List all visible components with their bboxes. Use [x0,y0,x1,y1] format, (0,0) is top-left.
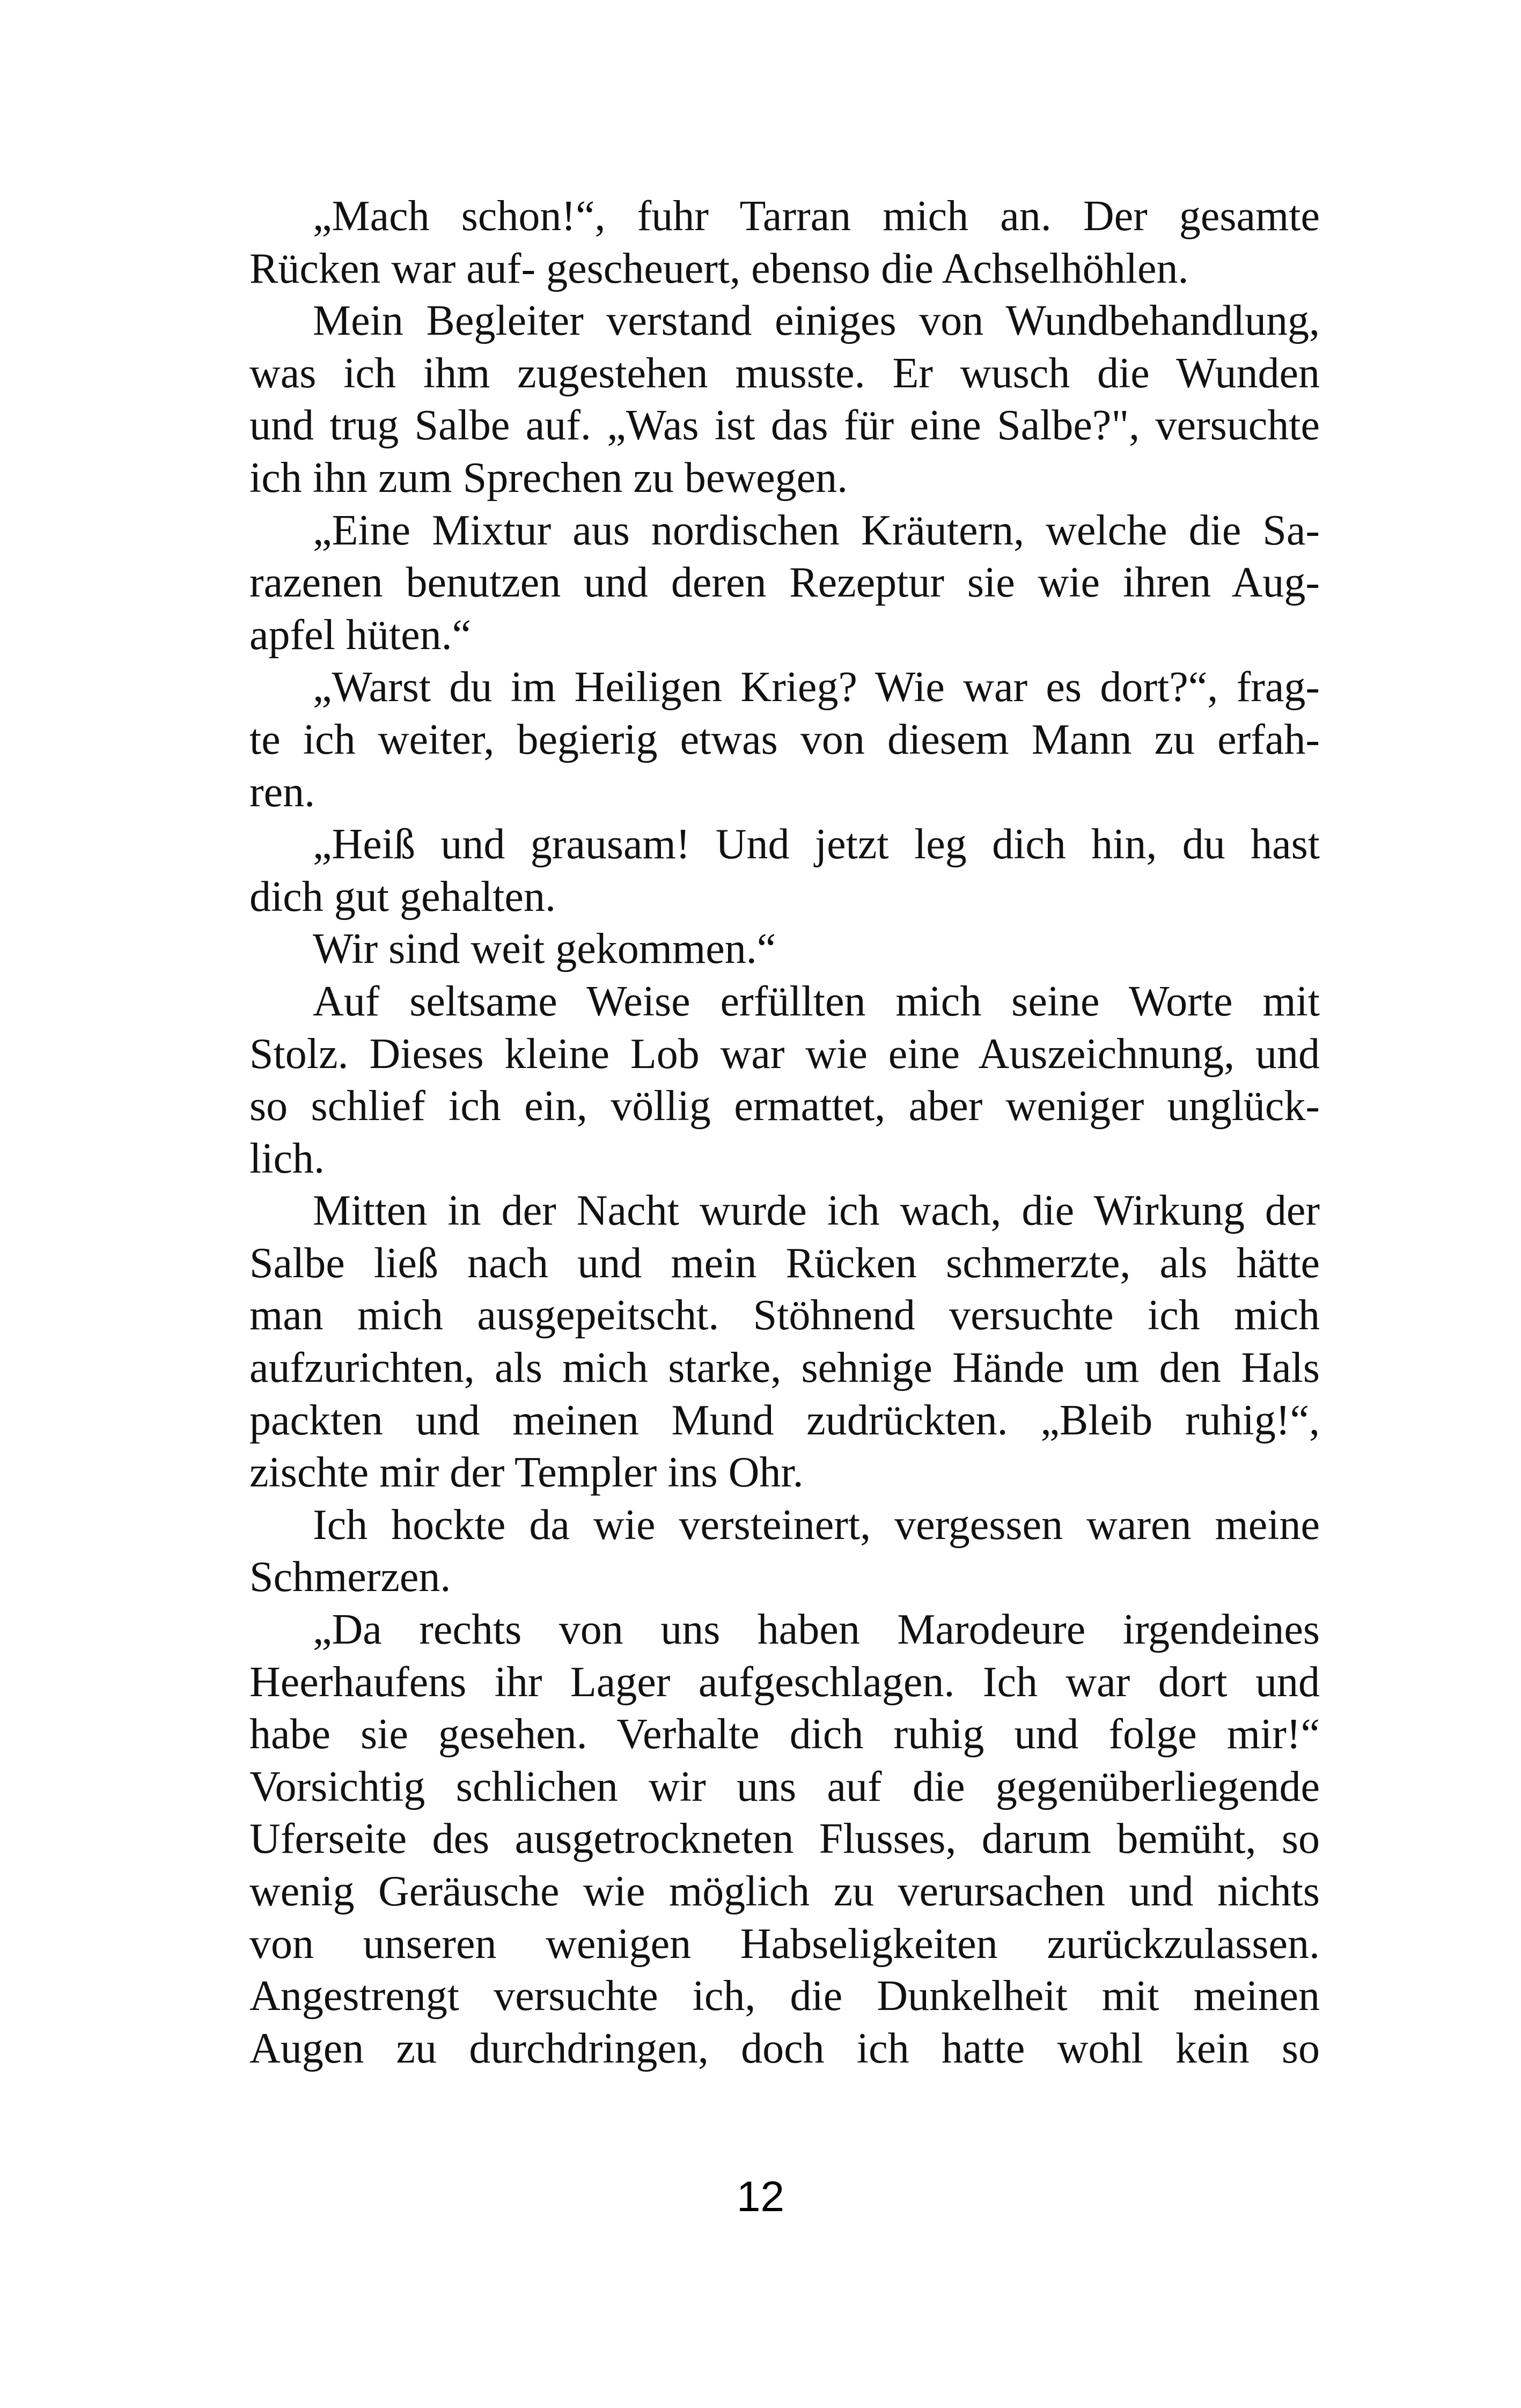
text-line: Heerhaufens ihr Lager aufgeschlagen. Ich war dort und [249,1658,1320,1706]
text-line: „Eine Mixtur aus nordischen Kräutern, welche die Sa- [313,506,1320,554]
text-line: Stolz. Dieses kleine Lob war wie eine Auszeichnung, und [249,1030,1320,1078]
text-line: man mich ausgepeitscht. Stöhnend versuchte ich mich [249,1292,1320,1339]
text-line: von unseren wenigen Habseligkeiten zurückzulassen. [249,1920,1320,1968]
body-text [249,190,1320,2075]
page-number: 12 [737,2173,784,2220]
text-line: packten und meinen Mund zudrückten. „Bleib ruhig!“, [249,1396,1320,1444]
text-line: ich ihn zum Sprechen zu bewegen. [249,454,848,502]
text-line: Schmerzen. [249,1553,451,1601]
text-line: Uferseite des ausgetrockneten Flusses, darum bemüht, so [249,1815,1320,1863]
text-line: so schlief ich ein, völlig ermattet, aber weniger unglück- [249,1083,1320,1130]
text-line: Auf seltsame Weise erfüllten mich seine Worte mit [313,977,1320,1025]
text-line: Wir sind weit gekommen.“ [313,925,776,973]
text-line: Vorsichtig schlichen wir uns auf die gegenüberliegende [249,1763,1320,1810]
text-line: apfel hüten.“ [249,611,472,659]
text-line: wenig Geräusche wie möglich zu verursachen und nichts [249,1868,1320,1915]
text-line: Mitten in der Nacht wurde ich wach, die Wirkung der [313,1187,1320,1235]
text-line: Angestrengt versuchte ich, die Dunkelheit mit meinen [249,1972,1320,2020]
text-line: „Da rechts von uns haben Marodeure irgendeines [313,1606,1320,1654]
text-line: te ich weiter, begierig etwas von diesem Mann zu erfah- [249,716,1320,763]
text-line: Augen zu durchdringen, doch ich hatte wohl kein so [249,2024,1320,2072]
text-line: dich gut gehalten. [249,873,556,921]
text-line: Rücken war auf- gescheuert, ebenso die Achselhöhlen. [249,245,1189,292]
text-line: und trug Salbe auf. „Was ist das für eine Salbe?", versuchte [249,402,1320,450]
text-line: lich. [249,1135,325,1182]
text-line: Ich hockte da wie versteinert, vergessen waren meine [313,1501,1320,1549]
text-line: ren. [249,768,315,816]
text-line: razenen benutzen und deren Rezeptur sie wie ihren Aug- [249,559,1320,607]
text-line: habe sie gesehen. Verhalte dich ruhig und folge mir!“ [249,1711,1320,1758]
text-line: was ich ihm zugestehen musste. Er wusch die Wunden [249,349,1320,397]
text-line: Mein Begleiter verstand einiges von Wundbehandlung, [313,297,1320,345]
text-line: zischte mir der Templer ins Ohr. [249,1449,804,1497]
text-line: „Warst du im Heiligen Krieg? Wie war es dort?“, frag- [313,664,1320,711]
text-line: „Heiß und grausam! Und jetzt leg dich hin, du hast [313,821,1320,868]
text-line: aufzurichten, als mich starke, sehnige Hände um den Hals [249,1344,1320,1392]
text-line: „Mach schon!“, fuhr Tarran mich an. Der gesamte [313,193,1320,240]
text-line: Salbe ließ nach und mein Rücken schmerzte, als hätte [249,1239,1320,1287]
